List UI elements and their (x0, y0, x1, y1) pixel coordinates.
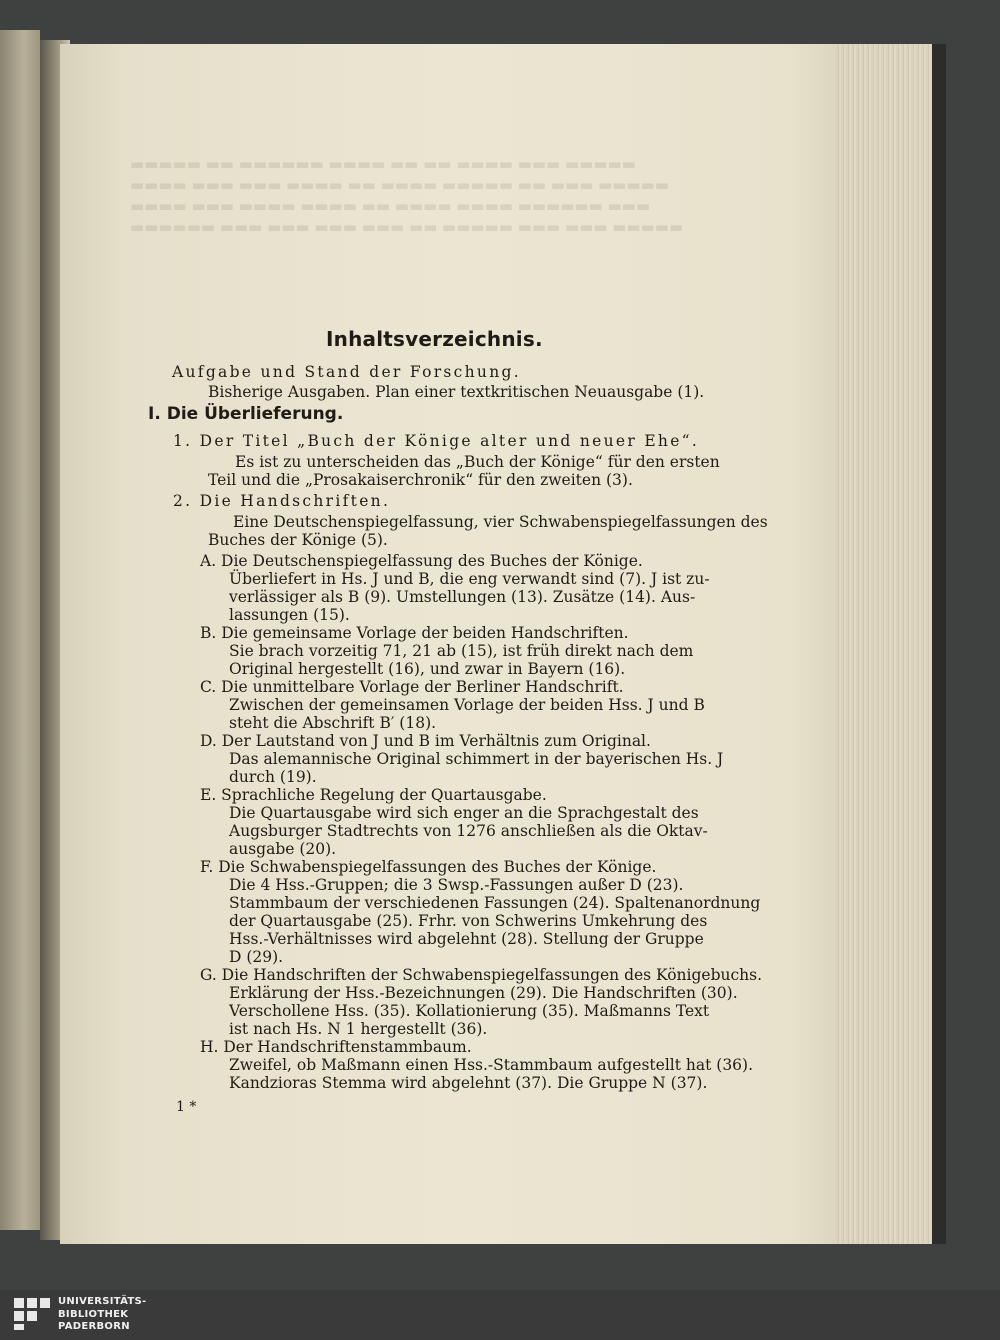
toc-line: Erklärung der Hss.-Bezeichnungen (29). Die Handschriften (30). (229, 984, 738, 1002)
toc-line: Die Quartausgabe wird sich enger an die Sprachgestalt des (229, 804, 699, 822)
toc-line: D (29). (229, 948, 284, 966)
toc-line: Teil und die „Prosakaiserchronik“ für den zweiten (3). (208, 471, 633, 489)
toc-line: A. Die Deutschenspiegelfassung des Buches der Könige. (200, 552, 643, 570)
toc-line: Hss.-Verhältnisses wird abgelehnt (28). Stellung der Gruppe (229, 930, 704, 948)
signature-mark: 1 * (176, 1099, 197, 1115)
library-footer (0, 1290, 1000, 1340)
toc-line: Buches der Könige (5). (208, 531, 388, 549)
toc-line: verlässiger als B (9). Umstellungen (13). Zusätze (14). Aus- (229, 588, 696, 606)
toc-line: Stammbaum der verschiedenen Fassungen (24). Spaltenanordnung (229, 894, 761, 912)
library-logo-icon (14, 1298, 50, 1330)
toc-line: Original hergestellt (16), und zwar in Bayern (16). (229, 660, 626, 678)
library-name-line2: BIBLIOTHEK (58, 1308, 129, 1320)
toc-line: F. Die Schwabenspiegelfassungen des Buches der Könige. (200, 858, 657, 876)
toc-line: Augsburger Stadtrechts von 1276 anschließen als die Oktav- (229, 822, 708, 840)
toc-line: Bisherige Ausgaben. Plan einer textkritischen Neuausgabe (1). (208, 383, 705, 401)
toc-line: 2. Die Handschriften. (173, 492, 391, 510)
toc-line: Verschollene Hss. (35). Kollationierung (35). Maßmanns Text (229, 1002, 710, 1020)
toc-line: durch (19). (229, 768, 317, 786)
toc-line: der Quartausgabe (25). Frhr. von Schwerins Umkehrung des (229, 912, 708, 930)
toc-line: G. Die Handschriften der Schwabenspiegelfassungen des Königebuchs. (200, 966, 763, 984)
toc-line: Eine Deutschenspiegelfassung, vier Schwabenspiegelfassungen des (233, 513, 768, 531)
toc-line: Es ist zu unterscheiden das „Buch der Könige“ für den ersten (235, 453, 720, 471)
toc-line: Zweifel, ob Maßmann einen Hss.-Stammbaum aufgestellt hat (36). (229, 1056, 754, 1074)
toc-line: B. Die gemeinsame Vorlage der beiden Handschriften. (200, 624, 629, 642)
toc-line: Aufgabe und Stand der Forschung. (172, 363, 521, 381)
section-heading: I. Die Überlieferung. (148, 404, 344, 424)
toc-line: ist nach Hs. N 1 hergestellt (36). (229, 1020, 488, 1038)
toc-line: ausgabe (20). (229, 840, 337, 858)
toc-line: 1. Der Titel „Buch der Könige alter und neuer Ehe“. (173, 432, 700, 450)
bleed-through-text: ▬▬▬▬▬ ▬▬ ▬▬▬▬▬▬ ▬▬▬▬ ▬▬ ▬▬ ▬▬▬▬ ▬▬▬ ▬▬▬▬▬ ▬▬▬▬ ▬▬▬ ▬▬▬ ▬▬▬▬ ▬▬ ▬▬▬▬ ▬▬▬▬▬ ▬▬ ▬▬▬ ▬▬▬▬▬ ▬▬▬▬ ▬▬▬ ▬▬▬▬ ▬▬▬▬ ▬▬ ▬▬▬▬ ▬▬▬▬ ▬▬▬▬▬▬ ▬▬▬ ▬▬▬▬▬▬ ▬▬▬ ▬▬▬ ▬▬▬ ▬▬▬ ▬▬ ▬▬▬▬▬ ▬▬▬ ▬▬▬ ▬▬▬▬▬ (130, 155, 684, 236)
library-name-line1: UNIVERSITÄTS- (58, 1296, 147, 1307)
toc-line: Zwischen der gemeinsamen Vorlage der beiden Hss. J und B (229, 696, 705, 714)
toc-line: H. Der Handschriftenstammbaum. (200, 1038, 472, 1056)
toc-line: steht die Abschrift B′ (18). (229, 714, 437, 732)
page-title: Inhaltsverzeichnis. (326, 327, 543, 351)
toc-line: Die 4 Hss.-Gruppen; die 3 Swsp.-Fassungen außer D (23). (229, 876, 684, 894)
toc-line: Sie brach vorzeitig 71, 21 ab (15), ist früh direkt nach dem (229, 642, 694, 660)
toc-line: Kandzioras Stemma wird abgelehnt (37). Die Gruppe N (37). (229, 1074, 708, 1092)
library-name-line3: PADERBORN (58, 1321, 130, 1332)
toc-line: lassungen (15). (229, 606, 350, 624)
toc-line: Überliefert in Hs. J und B, die eng verwandt sind (7). J ist zu- (229, 570, 710, 588)
toc-line: C. Die unmittelbare Vorlage der Berliner Handschrift. (200, 678, 624, 696)
library-name (58, 1296, 147, 1334)
toc-line: E. Sprachliche Regelung der Quartausgabe. (200, 786, 547, 804)
toc-line: Das alemannische Original schimmert in der bayerischen Hs. J (229, 750, 724, 768)
toc-line: D. Der Lautstand von J und B im Verhältnis zum Original. (200, 732, 651, 750)
